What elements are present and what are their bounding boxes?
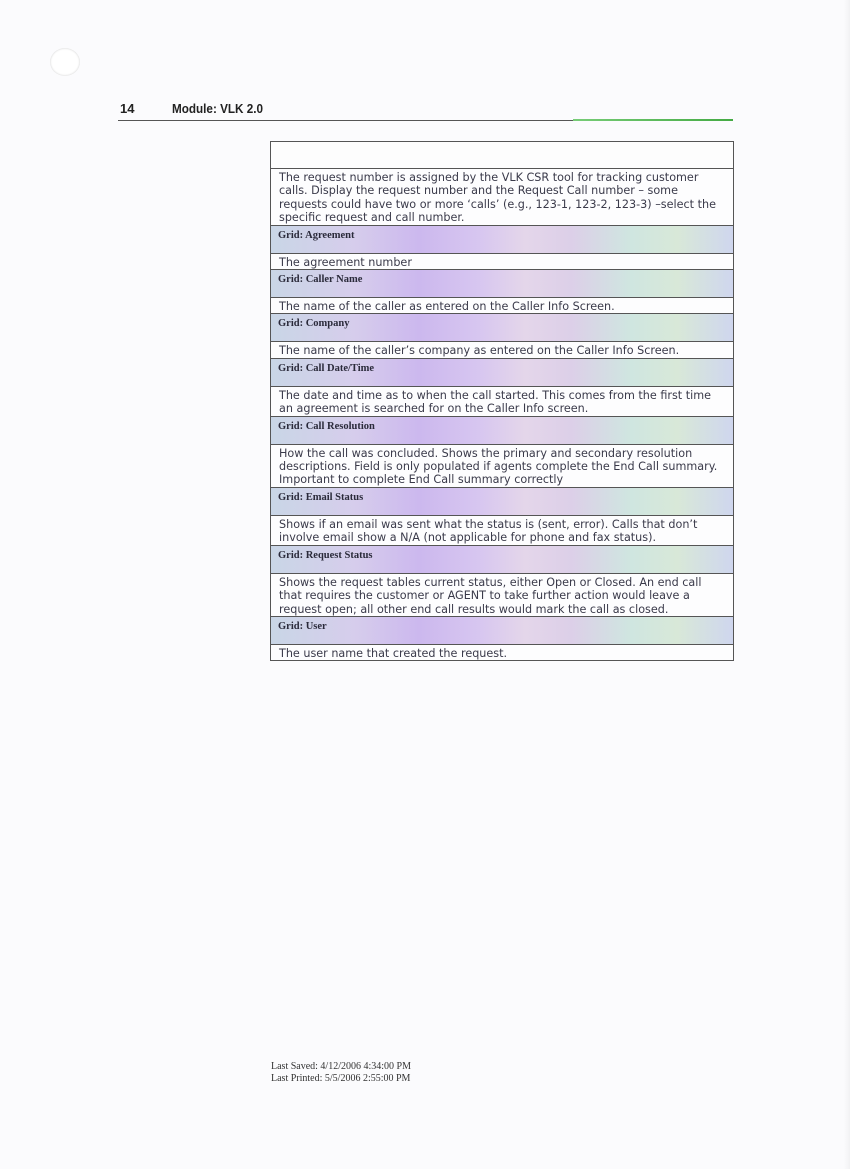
module-title: Module: VLK 2.0 (172, 101, 264, 116)
field-heading: Grid: Agreement (271, 226, 733, 254)
field-heading: Grid: Caller Name (271, 270, 733, 298)
field-description: The user name that created the request. (271, 645, 733, 661)
table-row-blank (271, 142, 733, 169)
field-description: The name of the caller as entered on the Caller Info Screen. (271, 298, 733, 314)
punch-hole (50, 48, 80, 76)
last-saved: Last Saved: 4/12/2006 4:34:00 PM (271, 1061, 411, 1072)
header-accent-line (573, 119, 733, 121)
field-description: The request number is assigned by the VLK CSR tool for tracking customer calls. Display the request number and the Request Call number – some requests could have two or more ‘calls’ (e.g., 123-1, 123-2, 123-3) –select the specific request and call number. (271, 169, 733, 226)
field-heading: Grid: User (271, 617, 733, 645)
field-heading: Grid: Company (271, 314, 733, 342)
field-description: Shows the request tables current status, either Open or Closed. An end call that requires the customer or AGENT to take further action would leave a request open; all other end call results would mark the call as closed. (271, 574, 733, 617)
field-heading: Grid: Call Date/Time (271, 359, 733, 387)
field-heading: Grid: Email Status (271, 488, 733, 516)
field-description: How the call was concluded. Shows the primary and secondary resolution descriptions. Field is only populated if agents complete the End Call summary. Important to complete End Call summary correctly (271, 445, 733, 488)
field-description: The agreement number (271, 254, 733, 270)
document-footer (271, 1061, 411, 1085)
grid-field-table (270, 141, 734, 661)
page-number: 14 (120, 101, 135, 116)
field-description: Shows if an email was sent what the status is (sent, error). Calls that don’t involve email show a N/A (not applicable for phone and fax status). (271, 516, 733, 546)
field-description: The date and time as to when the call started. This comes from the first time an agreement is searched for on the Caller Info screen. (271, 387, 733, 417)
field-heading: Grid: Call Resolution (271, 417, 733, 445)
last-printed: Last Printed: 5/5/2006 2:55:00 PM (271, 1073, 411, 1084)
field-description: The name of the caller’s company as entered on the Caller Info Screen. (271, 342, 733, 358)
field-heading: Grid: Request Status (271, 546, 733, 574)
page-header (118, 99, 733, 121)
scan-edge-shadow (844, 0, 850, 1169)
